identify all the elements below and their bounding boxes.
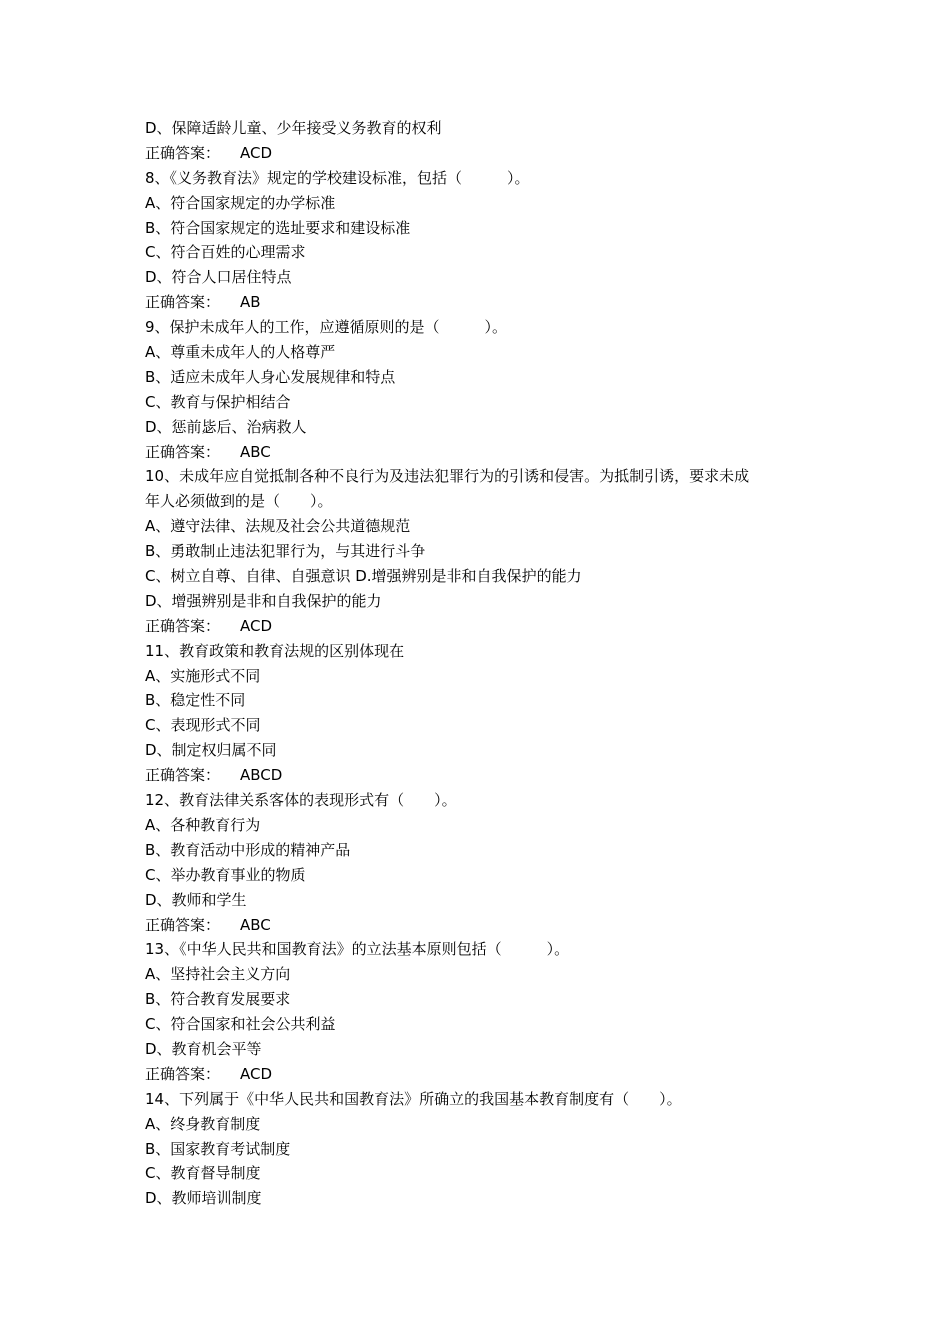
document-body	[145, 116, 825, 1211]
option-text: A、坚持社会主义方向	[145, 965, 291, 984]
option-text: B、符合教育发展要求	[145, 990, 291, 1009]
question-text: 8、《义务教育法》规定的学校建设标准，包括（ ）。	[145, 168, 530, 187]
option-text: D、保障适龄儿童、少年接受义务教育的权利	[145, 119, 442, 137]
option-text: D、符合人口居住特点	[145, 268, 292, 287]
option-text: B、符合国家规定的选址要求和建设标准	[145, 218, 411, 237]
question-text: 11、教育政策和教育法规的区别体现在	[145, 641, 405, 660]
option-text: B、国家教育考试制度	[145, 1139, 291, 1158]
option-text: D、增强辨别是非和自我保护的能力	[145, 591, 382, 610]
answer-label: 正确答案：	[145, 293, 221, 312]
option-text: B、教育活动中形成的精神产品	[145, 840, 351, 859]
option-text: B、适应未成年人身心发展规律和特点	[145, 367, 396, 386]
answer-line	[145, 1062, 825, 1087]
answer-line	[145, 614, 825, 639]
option-text: D、惩前毖后、治病救人	[145, 417, 307, 436]
answer-label: 正确答案：	[145, 766, 221, 785]
option-text: A、实施形式不同	[145, 666, 261, 685]
answer-line	[145, 290, 825, 315]
option-text: C、教育与保护相结合	[145, 392, 291, 411]
answer-line	[145, 763, 825, 788]
option-text: B、勇敢制止违法犯罪行为，与其进行斗争	[145, 542, 426, 561]
option-text: A、尊重未成年人的人格尊严	[145, 343, 336, 362]
answer-label: 正确答案：	[145, 616, 221, 635]
answer-line	[145, 440, 825, 465]
answer-label: 正确答案：	[145, 1064, 221, 1083]
answer-label: 正确答案：	[145, 442, 221, 461]
option-text: A、遵守法律、法规及社会公共道德规范	[145, 517, 411, 536]
option-text: A、各种教育行为	[145, 815, 261, 834]
answer-value: ABCD	[240, 766, 283, 785]
option-text: C、树立自尊、自律、自强意识 D.增强辨别是非和自我保护的能力	[145, 567, 582, 586]
option-text: D、制定权归属不同	[145, 741, 277, 760]
option-text: C、表现形式不同	[145, 716, 261, 735]
option-text: C、符合百姓的心理需求	[145, 243, 306, 262]
answer-value: ABC	[240, 442, 271, 461]
option-text: B、稳定性不同	[145, 691, 246, 710]
option-text: C、举办教育事业的物质	[145, 865, 306, 884]
answer-line	[145, 141, 825, 166]
question-text: 9、保护未成年人的工作，应遵循原则的是（ ）。	[145, 318, 508, 337]
option-text: A、符合国家规定的办学标准	[145, 193, 336, 212]
answer-value: ABC	[240, 915, 271, 934]
answer-label: 正确答案：	[145, 143, 221, 162]
question-text: 13、《中华人民共和国教育法》的立法基本原则包括（ ）。	[145, 940, 570, 959]
answer-value: ACD	[240, 143, 273, 162]
option-text: C、符合国家和社会公共利益	[145, 1015, 336, 1034]
answer-value: ACD	[240, 616, 273, 635]
answer-label: 正确答案：	[145, 915, 221, 934]
question-text: 年人必须做到的是（ ）。	[145, 492, 333, 511]
option-text: D、教育机会平等	[145, 1039, 262, 1058]
question-text: 12、教育法律关系客体的表现形式有（ ）。	[145, 791, 457, 810]
option-text: A、终身教育制度	[145, 1114, 261, 1133]
answer-value: ACD	[240, 1064, 273, 1083]
answer-value: AB	[240, 293, 261, 312]
option-text: C、教育督导制度	[145, 1164, 261, 1183]
option-text: D、教师和学生	[145, 890, 247, 909]
option-text: D、教师培训制度	[145, 1189, 262, 1208]
question-text: 14、下列属于《中华人民共和国教育法》所确立的我国基本教育制度有（ ）。	[145, 1089, 682, 1108]
question-text: 10、未成年应自觉抵制各种不良行为及违法犯罪行为的引诱和侵害。为抵制引诱，要求未成	[145, 467, 750, 486]
answer-line	[145, 913, 825, 938]
